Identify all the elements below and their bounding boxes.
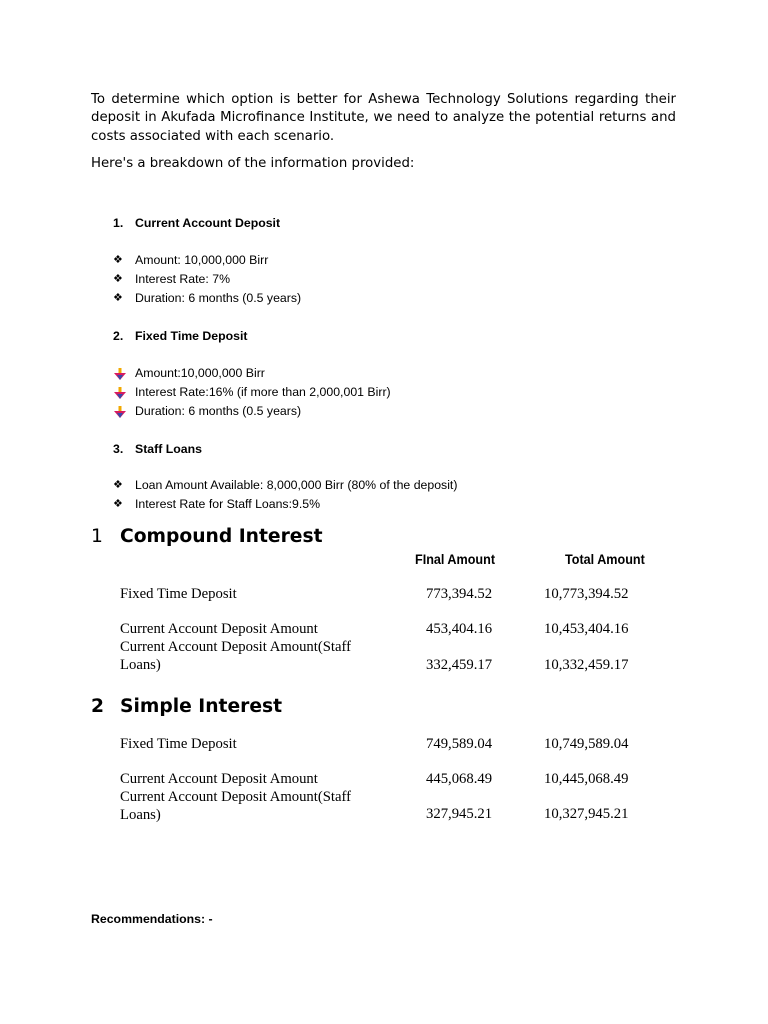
section-heading-fixed-time (113, 328, 248, 344)
section-number: 3. (113, 442, 124, 456)
fixed-time-list (113, 364, 391, 421)
total-amount-value: 10,773,394.52 (544, 586, 629, 602)
list-item-text: Interest Rate: 7% (135, 272, 231, 286)
breakdown-line: Here's a breakdown of the information provided: (91, 156, 415, 171)
section-heading-staff-loans (113, 441, 202, 457)
colored-arrow-bullet-icon (113, 386, 135, 400)
intro-paragraph: To determine which option is better for Ashewa Technology Solutions regarding their deposit in Akufada Microfinance Institute, we need to analyze the potential returns and costs associated with each scenario. (91, 92, 676, 144)
section-title: Fixed Time Deposit (135, 329, 248, 343)
table-row-label: Current Account Deposit Amount(Staff Loans) (120, 789, 352, 823)
table-row-label: Fixed Time Deposit (120, 736, 237, 752)
final-amount-value: 773,394.52 (426, 586, 493, 602)
total-amount-value: 10,445,068.49 (544, 771, 629, 787)
heading-number: 2 (91, 696, 105, 717)
list-item-text: Duration: 6 months (0.5 years) (135, 291, 302, 305)
section-title: Current Account Deposit (135, 216, 281, 230)
diamond-bullet-icon: ❖ (113, 498, 123, 510)
list-item-text: Loan Amount Available: 8,000,000 Birr (80% of the deposit) (135, 478, 458, 492)
final-amount-value: 327,945.21 (426, 806, 493, 822)
final-amount-value: 332,459.17 (426, 657, 493, 673)
heading-number: 1 (91, 526, 103, 547)
total-amount-value: 10,453,404.16 (544, 621, 629, 637)
colored-arrow-bullet-icon (113, 405, 135, 419)
section-number: 1. (113, 216, 124, 230)
list-item (113, 402, 391, 421)
list-item (113, 289, 301, 308)
diamond-bullet-icon: ❖ (113, 273, 123, 285)
staff-loans-list (113, 476, 457, 514)
colored-arrow-bullet-icon (113, 367, 135, 381)
compound-interest-heading (91, 526, 323, 548)
table-row-label: Fixed Time Deposit (120, 586, 237, 602)
current-account-list (113, 251, 301, 308)
final-amount-value: 453,404.16 (426, 621, 493, 637)
diamond-bullet-icon: ❖ (113, 254, 123, 266)
recommendations-heading: Recommendations: - (91, 912, 213, 926)
list-item-text: Duration: 6 months (0.5 years) (135, 404, 302, 418)
section-title: Staff Loans (135, 442, 202, 456)
list-item (113, 251, 301, 270)
total-amount-column-header: Total Amount (565, 551, 645, 567)
total-amount-value: 10,327,945.21 (544, 806, 629, 822)
list-item (113, 495, 457, 514)
heading-title: Compound Interest (120, 526, 323, 547)
final-amount-value: 749,589.04 (426, 736, 493, 752)
table-row-label: Current Account Deposit Amount(Staff Loans) (120, 639, 352, 673)
table-row-label: Current Account Deposit Amount (120, 621, 318, 637)
list-item-text: Amount: 10,000,000 Birr (135, 253, 269, 267)
final-amount-column-header: FInal Amount (415, 551, 496, 567)
total-amount-value: 10,332,459.17 (544, 657, 629, 673)
list-item-text: Amount:10,000,000 Birr (135, 366, 265, 380)
list-item (113, 270, 301, 289)
diamond-bullet-icon: ❖ (113, 479, 123, 491)
final-amount-value: 445,068.49 (426, 771, 493, 787)
simple-interest-heading (91, 696, 282, 718)
list-item-text: Interest Rate for Staff Loans:9.5% (135, 497, 321, 511)
diamond-bullet-icon: ❖ (113, 292, 123, 304)
total-amount-value: 10,749,589.04 (544, 736, 629, 752)
list-item (113, 476, 457, 495)
list-item (113, 383, 391, 402)
section-heading-current-account (113, 215, 280, 231)
table-row-label: Current Account Deposit Amount (120, 771, 318, 787)
list-item (113, 364, 391, 383)
heading-title: Simple Interest (120, 696, 283, 717)
list-item-text: Interest Rate:16% (if more than 2,000,001 Birr) (135, 385, 391, 399)
section-number: 2. (113, 329, 124, 343)
